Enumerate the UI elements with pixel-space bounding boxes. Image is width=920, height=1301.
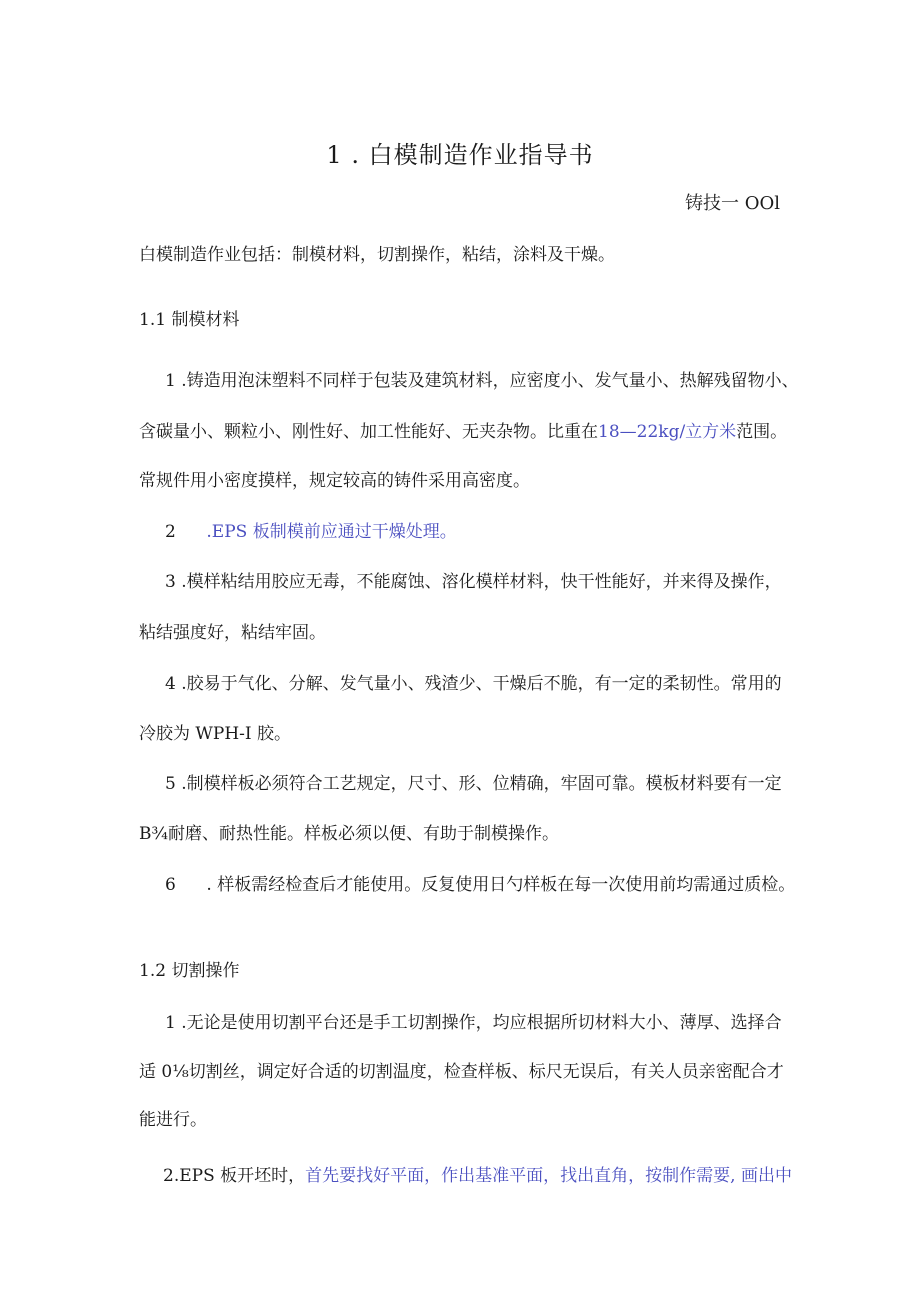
item-text: .铸造用泡沫塑料不同样于包装及建筑材料，应密度小、发气量小、热解残留物小、 [181, 371, 799, 391]
item-number: 6 [165, 875, 176, 895]
list-item-1-3-line2: 粘结强度好，粘结牢固。 [139, 623, 326, 643]
document-code: 铸技一 OOl [685, 193, 780, 214]
item-text: 含碳量小、颗粒小、刚性好、加工性能好、无夹杂物。比重在 [139, 422, 598, 442]
item-text-highlight: 首先要找好平面，作出基准平面，找出直角，按制作需要, 画出中 [305, 1166, 792, 1186]
list-item-1-1-line2 [139, 421, 787, 443]
list-item-1-3-line1 [165, 571, 782, 593]
section-heading-1-1: 1.1 制模材料 [139, 310, 240, 330]
item-number: 1 [165, 1013, 176, 1033]
item-text: .制模样板必须符合工艺规定，尺寸、形、位精确，牢固可靠。模板材料要有一定 [181, 774, 782, 794]
section-heading-1-2: 1.2 切割操作 [139, 961, 240, 981]
item-text: .模样粘结用胶应无毒，不能腐蚀、溶化模样材料，快干性能好，并来得及操作， [181, 572, 782, 592]
item-text: .EPS 板开坯时， [173, 1166, 306, 1186]
item-number: 1 [165, 371, 176, 391]
list-item-1-5-line2: B¾耐磨、耐热性能。样板必须以便、有助于制模操作。 [139, 824, 559, 844]
list-item-2-2-line1 [163, 1165, 792, 1187]
list-item-2-1-line2: 适 0⅛切割丝，调定好合适的切割温度，检查样板、标尺无误后，有关人员亲密配合才 [139, 1062, 784, 1082]
list-item-2-1-line1 [165, 1012, 782, 1034]
list-item-1-6-line1 [165, 874, 795, 896]
list-item-1-1-line1 [165, 370, 799, 392]
item-number: 2 [165, 522, 176, 542]
item-text: .胶易于气化、分解、发气量小、残渣少、干燥后不脆，有一定的柔韧性。常用的 [181, 674, 782, 694]
density-range: 18—22kg/立方米 [598, 422, 737, 442]
item-number: 4 [165, 674, 176, 694]
list-item-1-1-line3: 常规件用小密度摸样，规定较高的铸件采用高密度。 [139, 471, 530, 491]
item-text: . 样板需经检查后才能使用。反复使用日勺样板在每一次使用前均需通过质检。 [206, 875, 796, 895]
list-item-2-1-line3: 能进行。 [139, 1110, 207, 1130]
document-title: 1 . 白模制造作业指导书 [326, 141, 594, 169]
item-number: 5 [165, 774, 176, 794]
item-number: 2 [163, 1166, 174, 1186]
list-item-1-4-line1 [165, 673, 782, 695]
item-text: 范围。 [736, 422, 788, 442]
item-number: 3 [165, 572, 176, 592]
item-text: .无论是使用切割平台还是手工切割操作，均应根据所切材料大小、薄厚、选择合 [181, 1013, 782, 1033]
list-item-1-2-line1 [165, 521, 457, 543]
list-item-1-4-line2: 冷胶为 WPH-I 胶。 [139, 724, 292, 744]
item-text: .EPS 板制模前应通过干燥处理。 [206, 522, 457, 542]
list-item-1-5-line1 [165, 773, 782, 795]
intro-paragraph: 白模制造作业包括：制模材料，切割操作，粘结，涂料及干燥。 [139, 245, 615, 265]
